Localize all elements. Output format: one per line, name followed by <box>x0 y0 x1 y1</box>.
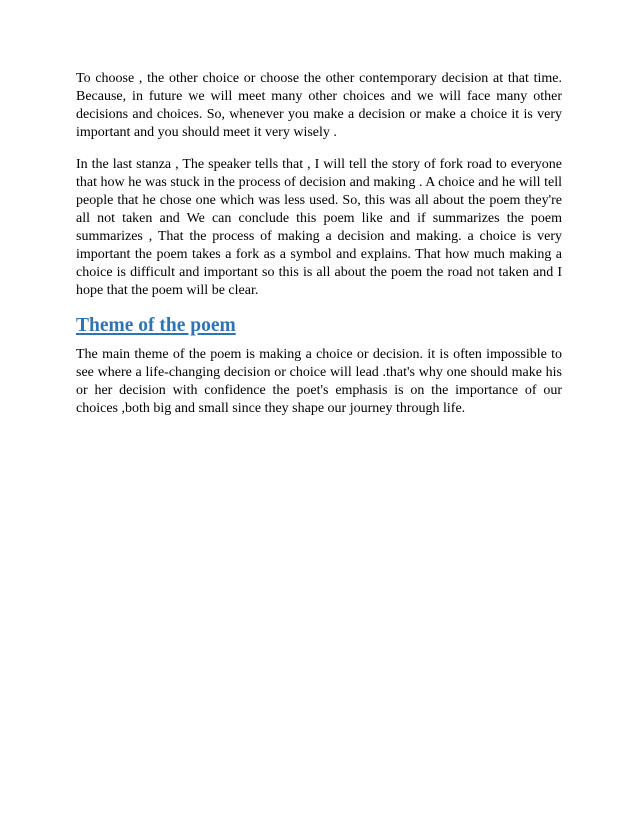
paragraph-choices: To choose , the other choice or choose the other contemporary decision at that time. Because, in future we will meet many other choices and we will face many other decisions and choices. So, whenever you make a decision or make a choice it is very important and you should meet it very wisely . <box>76 71 562 140</box>
paragraph-last-stanza: In the last stanza , The speaker tells that , I will tell the story of fork road to everyone that how he was stuck in the process of decision and making . A choice and he will tell people that he chose one which was less used. So, this was all about the poem they're all not taken and We can conclude this poem like and if summarizes the poem summarizes , That the process of making a decision and making. a choice is very important the poem takes a fork as a symbol and explains. That how much making a choice is difficult and important so this is all about the poem the road not taken and I hope that the poem will be clear. <box>76 157 562 298</box>
section-heading-theme: Theme of the poem <box>76 315 236 336</box>
paragraph-theme: The main theme of the poem is making a choice or decision. it is often impossible to see where a life-changing decision or choice will lead .that's why one should make his or her decision with confidence the poet's emphasis is on the importance of our choices ,both big and small since they shape our journey through life. <box>76 347 562 416</box>
document-page <box>76 70 562 432</box>
